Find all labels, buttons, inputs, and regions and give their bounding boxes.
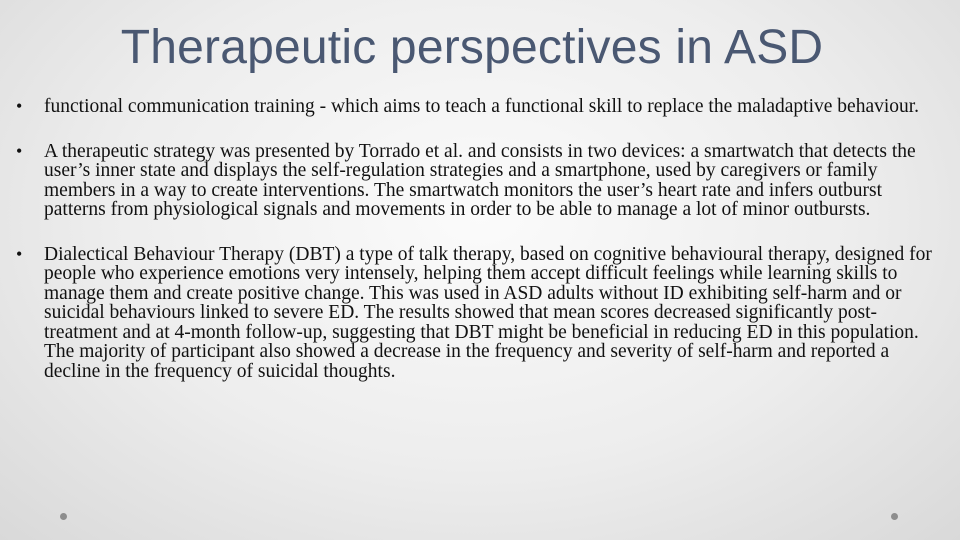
decorative-dot-right [891,513,898,520]
bullet-item [16,142,946,220]
decorative-dot-left [60,513,67,520]
bullet-text: functional communication training - which aims to teach a functional skill to replace the maladaptive behaviour. [44,96,920,117]
bullet-item [16,97,946,117]
bullet-list [16,97,946,406]
bullet-marker: • [16,243,23,264]
slide-title: Therapeutic perspectives in ASD [120,21,824,74]
bullet-marker: • [16,96,23,116]
bullet-marker: • [16,140,23,161]
bullet-item [16,245,946,382]
bullet-text: Dialectical Behaviour Therapy (DBT) a type of talk therapy, based on cognitive behavioural therapy, designed for people who experience emotions very intensely, helping them accept difficult feelings while learning skills to manage them and create positive change. This was used in ASD adults without ID exhibiting self-harm and or suicidal behaviours linked to severe ED. The results showed that mean scores decreased significantly post-treatment and at 4-month follow-up, suggesting that DBT might be beneficial in reducing ED in this population. The majority of participant also showed a decrease in the frequency and severity of self-harm and reported a decline in the frequency of suicidal thoughts. [44,243,932,382]
bullet-text: A therapeutic strategy was presented by Torrado et al. and consists in two devices: a smartwatch that detects the user’s inner state and displays the self-regulation strategies and a smartphone, used by caregivers or family members in a way to create interventions. The smartwatch monitors the user’s heart rate and infers outburst patterns from physiological signals and movements in order to be able to manage a lot of minor outbursts. [44,140,916,220]
